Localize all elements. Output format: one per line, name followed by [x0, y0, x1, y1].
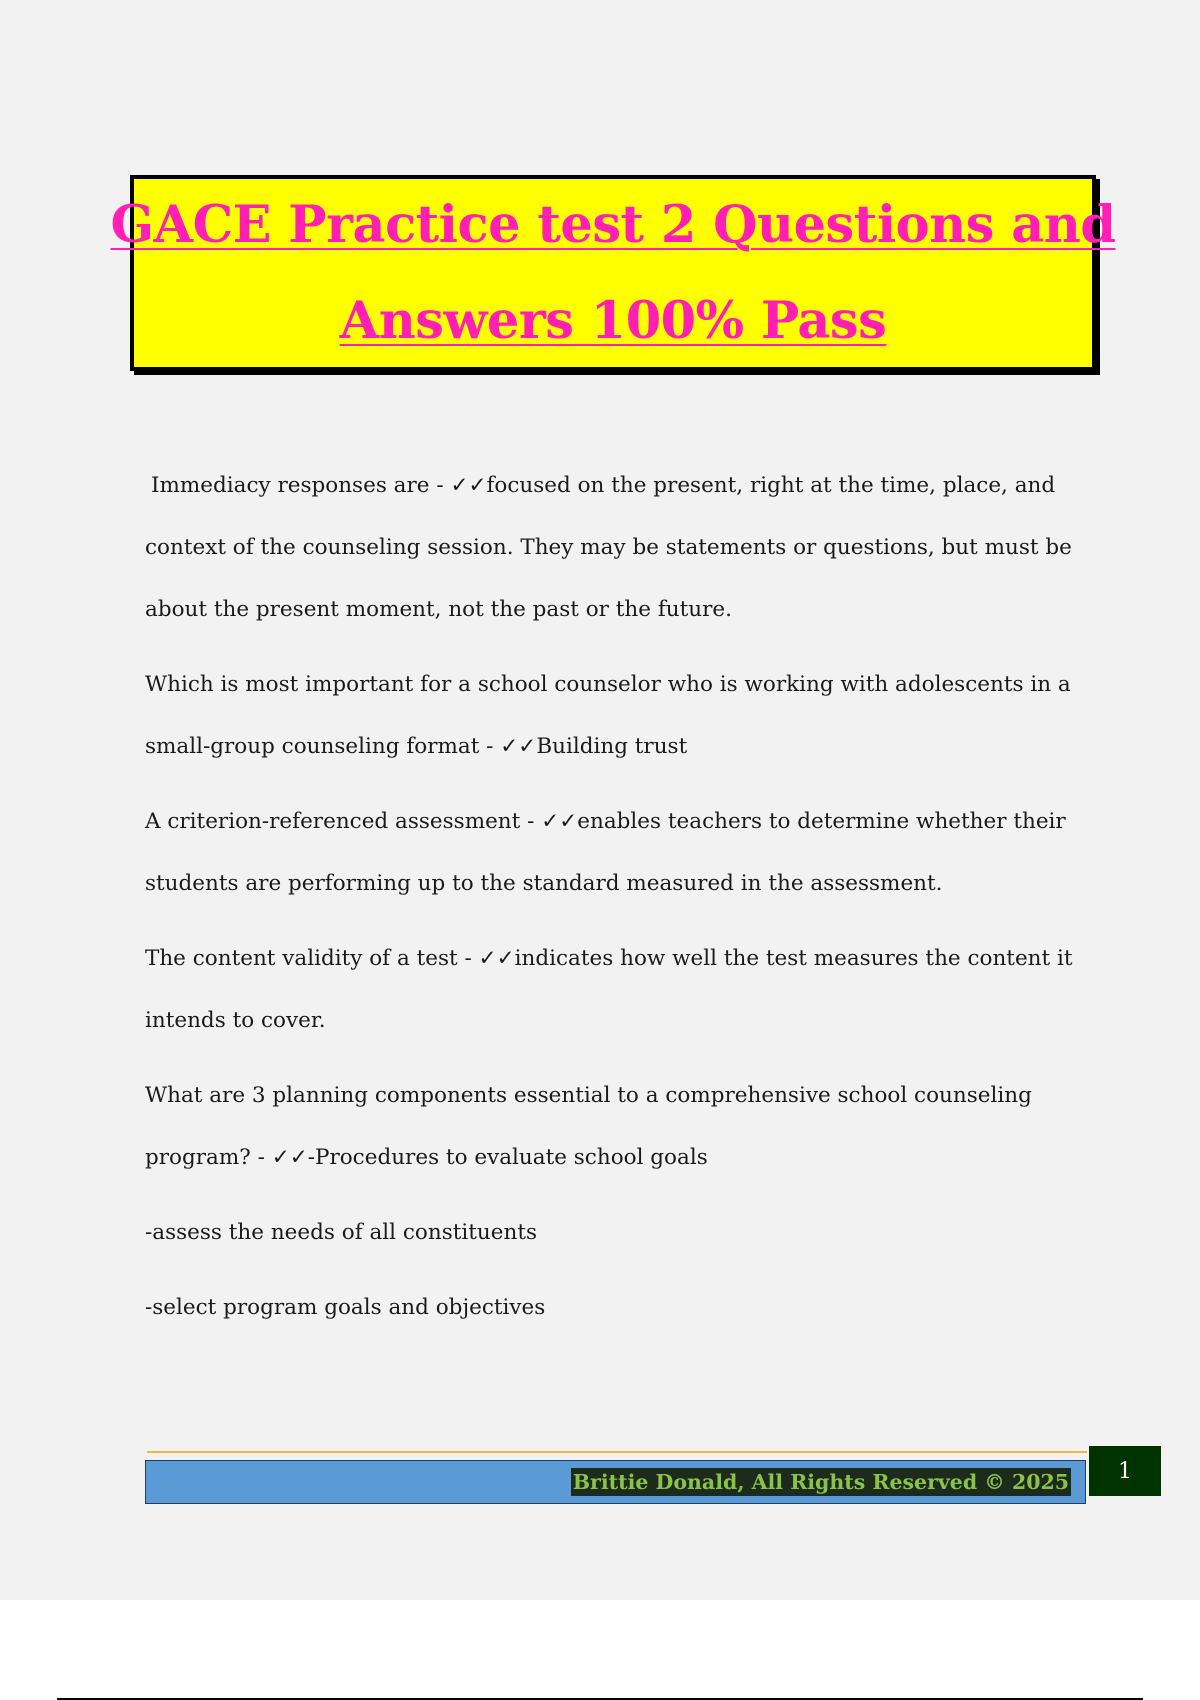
title-banner [110, 175, 1116, 371]
answer-text: enables teachers to determine whether their students are performing up to the standard measured in the assessment. [145, 809, 1066, 896]
answer-text: indicates how well the test measures the content it intends to cover. [145, 946, 1073, 1033]
qa-item [145, 1065, 1075, 1189]
question-text: Which is most important for a school counselor who is working with adolescents in a small-group counseling format - [145, 672, 1071, 759]
page-number: 1 [1089, 1446, 1161, 1496]
list-item: -select program goals and objectives [145, 1295, 546, 1320]
question-text: What are 3 planning components essential to a comprehensive school counseling program? - [145, 1083, 1032, 1170]
answer-text: Building trust [536, 734, 688, 759]
answer-text: -Procedures to evaluate school goals [307, 1145, 708, 1170]
title-line-1: GACE Practice test 2 Questions and [110, 195, 1116, 255]
question-text: A criterion-referenced assessment - [145, 809, 542, 834]
double-check-icon: ✓✓ [450, 473, 487, 498]
double-check-icon: ✓✓ [478, 946, 515, 971]
answer-text: focused on the present, right at the time, place, and context of the counseling session. They may be statements or questions, but must be about the present moment, not the past or the future. [145, 473, 1072, 622]
title-line-2: Answers 100% Pass [339, 291, 887, 351]
double-check-icon: ✓✓ [271, 1145, 308, 1170]
list-item: -assess the needs of all constituents [145, 1220, 537, 1245]
double-check-icon: ✓✓ [541, 809, 578, 834]
question-text: Immediacy responses are - [151, 473, 451, 498]
question-text: The content validity of a test - [145, 946, 479, 971]
qa-content [145, 455, 1075, 1352]
double-check-icon: ✓✓ [500, 734, 537, 759]
qa-item [145, 791, 1075, 915]
qa-item [145, 455, 1075, 641]
footer-bar [145, 1460, 1086, 1504]
footer-divider [147, 1451, 1087, 1453]
copyright-notice: Brittie Donald, All Rights Reserved © 2025 [572, 1470, 1069, 1494]
qa-item [145, 654, 1075, 778]
qa-item [145, 928, 1075, 1052]
